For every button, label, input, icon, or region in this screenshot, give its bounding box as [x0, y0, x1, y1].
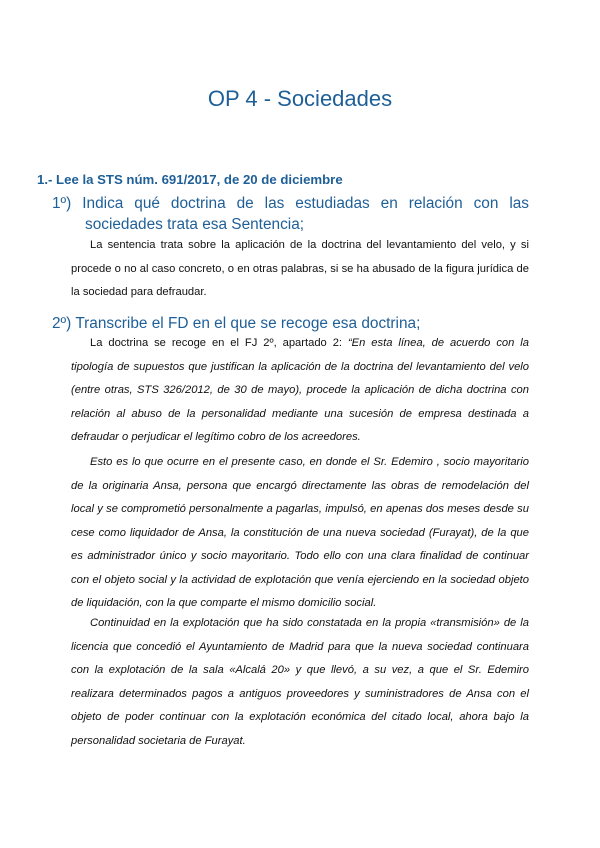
- subquestion-2-text: Transcribe el FD en el que se recoge esa doctrina;: [75, 315, 421, 332]
- subquestion-2: [52, 313, 529, 334]
- quote-paragraph-2: Esto es lo que ocurre en el presente caso, en donde el Sr. Edemiro , socio mayoritario de la originaria Ansa, persona que encargó directamente las obras de remodelación del local y se comprometió personalmente a pagarlas, impulsó, en apenas dos meses desde su cese como liquidador de Ansa, la constitución de una nueva sociedad (Furayat), de la que es administrador único y socio mayoritario. Todo ello con una clara finalidad de continuar con el objeto social y la actividad de explotación que venía ejerciendo en la sociedad objeto de liquidación, con la que comparte el mismo domicilio social.: [71, 456, 529, 609]
- subquestion-2-label: 2º): [52, 315, 72, 332]
- question-heading: 1.- Lee la STS núm. 691/2017, de 20 de diciembre: [37, 172, 343, 187]
- subquestion-1: [52, 193, 529, 235]
- subquestion-1-text: Indica qué doctrina de las estudiadas en relación con las sociedades trata esa Sentencia;: [82, 195, 529, 233]
- answer-1: La sentencia trata sobre la aplicación de la doctrina del levantamiento del velo, y si procede o no al caso concreto, o en otras palabras, si se ha abusado de la figura jurídica de la sociedad para defraudar.: [71, 239, 529, 298]
- subquestion-1-label: 1º): [52, 195, 72, 212]
- document-title: OP 4 - Sociedades: [207, 86, 393, 111]
- answer-2-quote: “En esta línea, de acuerdo con la tipología de supuestos que justifican la aplicación de la doctrina del levantamiento del velo (entre otras, STS 326/2012, de 30 de mayo), procede la aplicación de dicha doctrina con relación al abuso de la personalidad mediante una sucesión de empresa destinada a defraudar o perjudicar el legítimo cobro de los acreedores.: [71, 337, 529, 443]
- quote-paragraph-3: Continuidad en la explotación que ha sido constatada en la propia «transmisión» de la licencia que concedió el Ayuntamiento de Madrid para que la nueva sociedad continuara con la explotación de la sala «Alcalá 20» y que llevó, a su vez, a que el Sr. Edemiro realizara determinados pagos a antiguos proveedores y suministradores de Ansa con el objeto de poder continuar con la explotación económica del citado local, ahora bajo la personalidad societaria de Furayat.: [71, 617, 529, 747]
- answer-2: [71, 332, 529, 450]
- answer-2-lead: La doctrina se recoge en el FJ 2º, apartado 2:: [90, 337, 348, 349]
